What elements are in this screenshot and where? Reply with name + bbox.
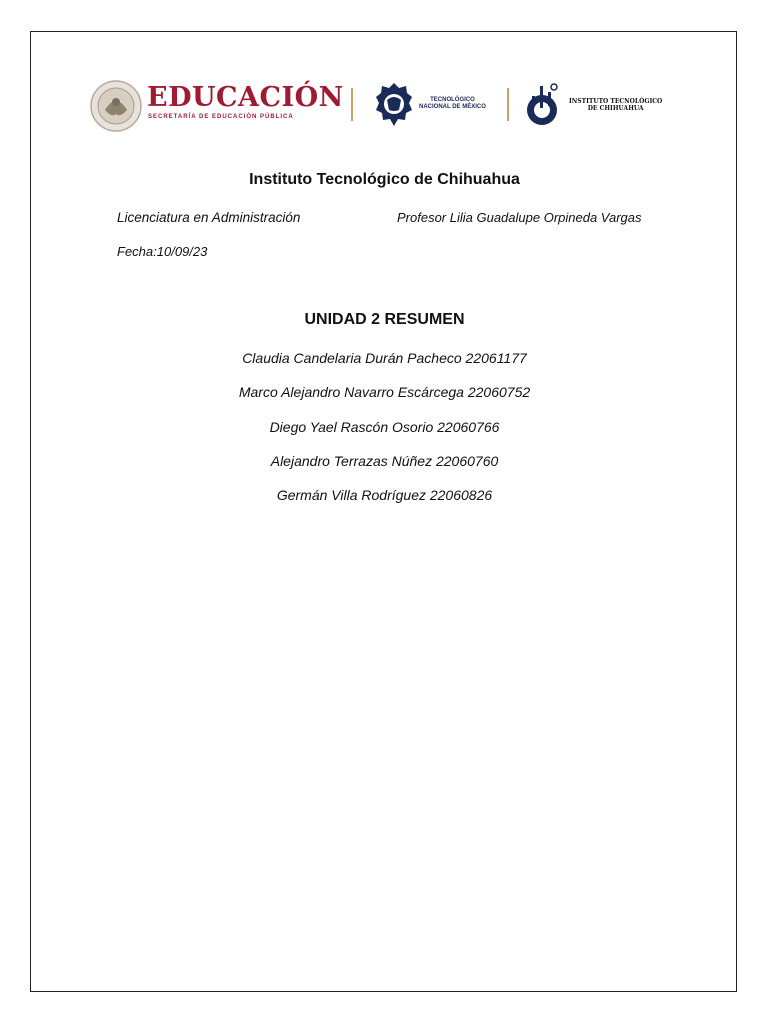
document-page bbox=[30, 31, 737, 992]
itch-logo-text bbox=[569, 98, 662, 112]
document-title: UNIDAD 2 RESUMEN bbox=[304, 311, 465, 328]
institution-title: Instituto Tecnológico de Chihuahua bbox=[249, 171, 520, 188]
tecnm-line-2: NACIONAL DE MÉXICO bbox=[419, 104, 486, 110]
itch-line-1: INSTITUTO TECNOLÓGICO bbox=[569, 98, 663, 105]
team-member: Diego Yael Rascón Osorio 22060766 bbox=[269, 418, 500, 435]
team-member: Claudia Candelaria Durán Pacheco 22061177 bbox=[242, 350, 527, 366]
tecnm-gear-icon bbox=[375, 82, 413, 128]
logo-divider bbox=[351, 88, 353, 121]
itch-gear-icon bbox=[524, 82, 564, 128]
team-member: Alejandro Terrazas Núñez 22060760 bbox=[270, 452, 499, 469]
document-date: Fecha:10/09/23 bbox=[117, 244, 208, 259]
tecnm-line-1: TECNOLÓGICO bbox=[430, 97, 475, 103]
team-member: Germán Villa Rodríguez 22060826 bbox=[276, 487, 493, 504]
national-seal-icon bbox=[90, 80, 142, 132]
logo-divider bbox=[507, 88, 509, 121]
logo-banner bbox=[31, 32, 738, 182]
teacher-name: Profesor Lilia Guadalupe Orpineda Vargas bbox=[397, 210, 642, 225]
educacion-logo-text: EDUCACIÓN bbox=[147, 82, 344, 113]
team-members-list bbox=[31, 349, 738, 520]
tecnm-logo-text bbox=[419, 97, 486, 111]
educacion-logo-subtitle: SECRETARÍA DE EDUCACIÓN PÚBLICA bbox=[148, 114, 294, 120]
team-member: Marco Alejandro Navarro Escárcega 22060752 bbox=[238, 384, 531, 401]
itch-line-2: DE CHIHUAHUA bbox=[587, 105, 644, 112]
career-name: Licenciatura en Administración bbox=[117, 210, 301, 225]
